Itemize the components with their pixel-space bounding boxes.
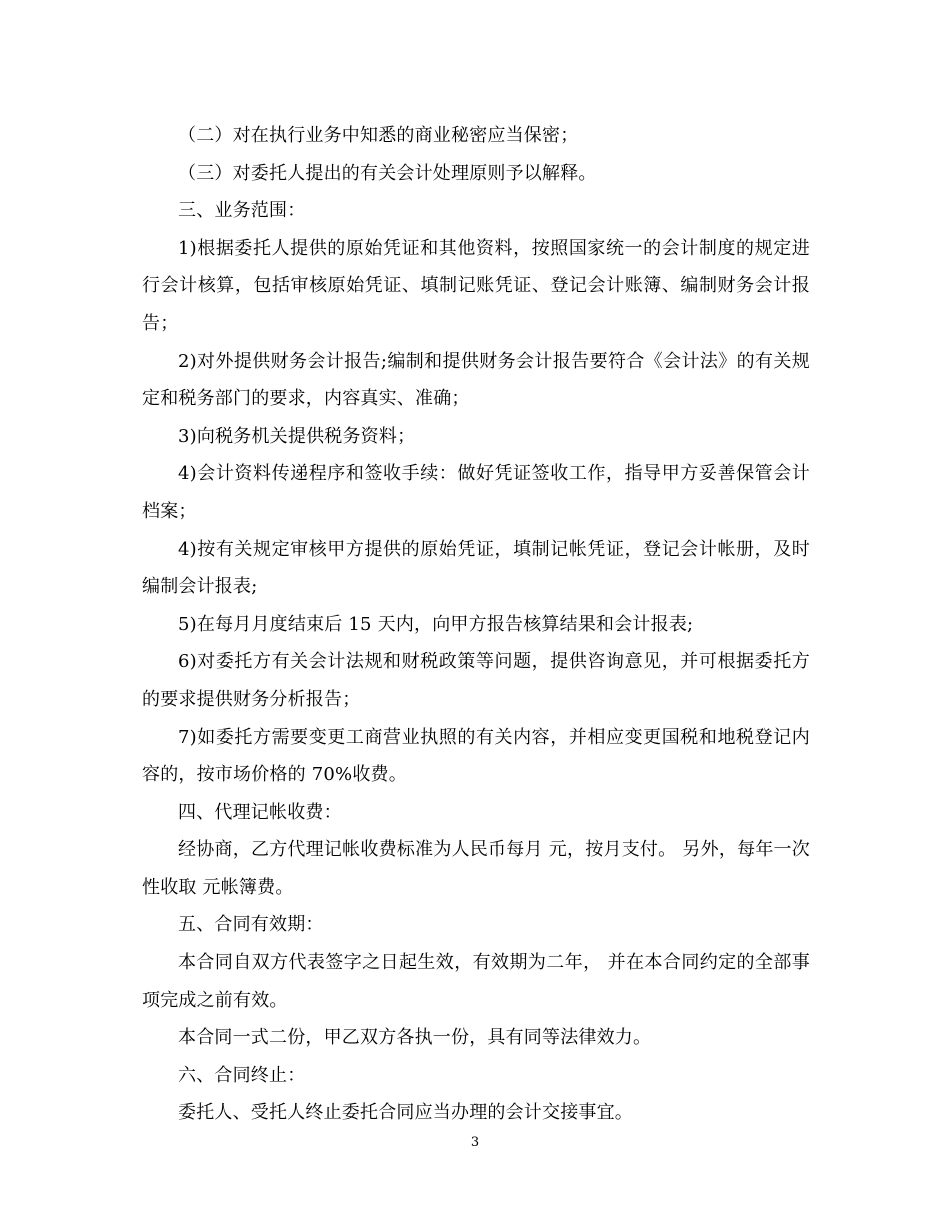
section-heading-business-scope: 三、业务范围：: [178, 200, 306, 222]
section-heading-fees: 四、代理记帐收费：: [178, 801, 342, 823]
paragraph-scope-item-4b: 4)按有关规定审核甲方提供的原始凭证，填制记帐凭证，登记会计帐册，及时编制会计报表;: [142, 538, 810, 598]
paragraph-scope-item-2: 2)对外提供财务会计报告;编制和提供财务会计报告要符合《会计法》的有关规定和税务部门的要求，内容真实、准确；: [142, 350, 810, 410]
paragraph-scope-item-1: 1)根据委托人提供的原始凭证和其他资料，按照国家统一的会计制度的规定进行会计核算，包括审核原始凭证、填制记账凭证、登记会计账簿、编制财务会计报告；: [142, 237, 810, 334]
paragraph-fees: 经协商，乙方代理记帐收费标准为人民币每月 元，按月支付。 另外，每年一次性收取 元帐簿费。: [142, 839, 810, 898]
paragraph-copies: 本合同一式二份，甲乙双方各执一份，具有同等法律效力。: [178, 1027, 652, 1049]
paragraph-scope-item-3: 3)向税务机关提供税务资料；: [178, 425, 416, 447]
paragraph-scope-item-5: 5)在每月月度结束后 15 天内，向甲方报告核算结果和会计报表;: [178, 613, 694, 635]
document-body: [142, 117, 810, 1132]
section-heading-validity: 五、合同有效期：: [178, 914, 324, 936]
paragraph-validity: 本合同自双方代表签字之日起生效，有效期为二年， 并在本合同约定的全部事项完成之前有效。: [142, 952, 810, 1011]
paragraph-scope-item-6: 6)对委托方有关会计法规和财税政策等问题，提供咨询意见，并可根据委托方的要求提供财务分析报告；: [142, 651, 810, 710]
paragraph-scope-item-7: 7)如委托方需要变更工商营业执照的有关内容，并相应变更国税和地税登记内容的，按市场价格的 70%收费。: [142, 726, 810, 786]
paragraph-termination: 委托人、受托人终止委托合同应当办理的会计交接事宜。: [178, 1102, 633, 1124]
paragraph-scope-item-4a: 4)会计资料传递程序和签收手续：做好凭证签收工作，指导甲方妥善保管会计档案；: [142, 463, 810, 522]
section-heading-termination: 六、合同终止：: [178, 1064, 306, 1086]
page-number: 3: [470, 1135, 480, 1150]
paragraph-explanation: （三）对委托人提出的有关会计处理原则予以解释。: [178, 162, 597, 184]
paragraph-confidentiality: （二）对在执行业务中知悉的商业秘密应当保密；: [178, 125, 579, 146]
